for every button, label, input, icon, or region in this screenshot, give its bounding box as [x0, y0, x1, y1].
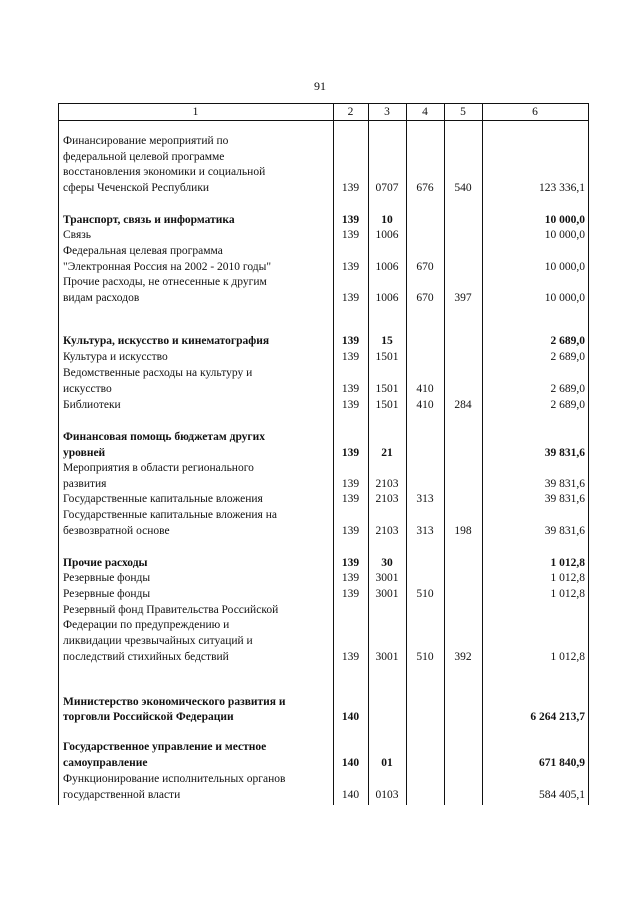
cell-code-3: 1501: [375, 383, 399, 395]
cell-code-4: 510: [416, 588, 434, 600]
table-row: [0, 788, 640, 802]
cell-amount: 1 012,8: [550, 557, 585, 569]
cell-code-2: 139: [341, 229, 360, 241]
page-number: 91: [314, 79, 326, 93]
cell-name: "Электронная Россия на 2002 - 2010 годы": [63, 261, 272, 273]
cell-code-2: 139: [341, 292, 360, 304]
cell-code-3: 1006: [375, 229, 399, 241]
cell-name: Государственные капитальные вложения на: [63, 509, 277, 521]
table-row: [0, 556, 640, 570]
table-row: [0, 134, 640, 148]
table-row: [0, 244, 640, 258]
cell-code-2: 139: [341, 383, 360, 395]
cell-name: Функционирование исполнительных органов: [63, 773, 286, 785]
cell-amount: 2 689,0: [550, 399, 585, 411]
cell-name: сферы Чеченской Республики: [63, 182, 210, 194]
cell-name: Библиотеки: [63, 399, 121, 411]
cell-amount: 39 831,6: [544, 447, 585, 459]
cell-code-3: 30: [381, 557, 393, 569]
cell-name: безвозвратной основе: [63, 525, 170, 537]
table-row: [0, 772, 640, 786]
cell-amount: 2 689,0: [550, 383, 585, 395]
cell-amount: 2 689,0: [550, 335, 585, 347]
column-header: 1: [192, 106, 199, 118]
table-row: [0, 710, 640, 724]
cell-code-2: 139: [341, 478, 360, 490]
cell-code-3: 1006: [375, 261, 399, 273]
cell-code-2: 139: [341, 399, 360, 411]
cell-code-4: 410: [416, 383, 434, 395]
cell-name: Резервный фонд Правительства Российской: [63, 604, 279, 616]
table-row: [0, 492, 640, 506]
cell-name: Федерации по предупреждению и: [63, 619, 230, 631]
cell-code-4: 670: [416, 292, 434, 304]
cell-name: Прочие расходы: [63, 557, 148, 569]
cell-code-5: 397: [454, 292, 472, 304]
table-row: [0, 477, 640, 491]
cell-code-3: 10: [381, 214, 393, 226]
cell-code-3: 3001: [375, 572, 399, 584]
cell-name: Финансирование мероприятий по: [63, 135, 229, 147]
table-row: [0, 756, 640, 770]
table-row: [0, 571, 640, 585]
cell-amount: 39 831,6: [544, 493, 585, 505]
cell-code-3: 2103: [375, 525, 399, 537]
table-row: [0, 650, 640, 664]
cell-amount: 39 831,6: [544, 525, 585, 537]
cell-code-3: 1501: [375, 351, 399, 363]
cell-name: Связь: [63, 229, 92, 241]
table-row: [0, 291, 640, 305]
cell-name: Министерство экономического развития и: [63, 696, 286, 708]
table-row: [0, 508, 640, 522]
cell-code-5: 392: [454, 651, 472, 663]
table-row: [0, 366, 640, 380]
cell-name: торговли Российской Федерации: [63, 711, 234, 723]
cell-name: Резервные фонды: [63, 588, 151, 600]
cell-name: государственной власти: [63, 789, 181, 801]
cell-code-3: 0707: [375, 182, 399, 194]
cell-amount: 584 405,1: [539, 789, 585, 801]
cell-code-2: 139: [341, 493, 360, 505]
cell-name: ликвидации чрезвычайных ситуаций и: [63, 635, 253, 647]
cell-code-2: 139: [341, 525, 360, 537]
cell-amount: 2 689,0: [550, 351, 585, 363]
cell-code-5: 540: [454, 182, 472, 194]
cell-amount: 10 000,0: [544, 292, 585, 304]
cell-code-3: 2103: [375, 478, 399, 490]
cell-code-3: 3001: [375, 588, 399, 600]
column-header: 5: [460, 106, 466, 118]
cell-code-4: 313: [416, 493, 434, 505]
table-row: [0, 260, 640, 274]
table-row: [0, 150, 640, 164]
cell-code-4: 410: [416, 399, 434, 411]
table-row: [0, 228, 640, 242]
table-row: [0, 350, 640, 364]
cell-amount: 671 840,9: [539, 757, 585, 769]
cell-code-2: 139: [341, 182, 360, 194]
cell-amount: 1 012,8: [550, 651, 585, 663]
cell-amount: 1 012,8: [550, 588, 585, 600]
cell-amount: 10 000,0: [544, 229, 585, 241]
table-row: [0, 524, 640, 538]
cell-code-3: 01: [381, 757, 393, 769]
table-row: [0, 275, 640, 289]
cell-name: Культура, искусство и кинематография: [63, 335, 270, 347]
cell-name: Ведомственные расходы на культуру и: [63, 367, 253, 379]
table-row: [0, 587, 640, 601]
cell-code-2: 140: [341, 711, 360, 723]
column-header: 6: [532, 106, 538, 118]
table-row: [0, 181, 640, 195]
table-row: [0, 334, 640, 348]
table-row: [0, 165, 640, 179]
table-row: [0, 634, 640, 648]
cell-code-2: 139: [341, 335, 360, 347]
cell-code-5: 284: [454, 399, 472, 411]
cell-code-3: 15: [381, 335, 393, 347]
cell-code-2: 139: [341, 588, 360, 600]
cell-amount: 10 000,0: [544, 261, 585, 273]
table-row: [0, 446, 640, 460]
cell-name: восстановления экономики и социальной: [63, 166, 266, 178]
cell-code-3: 0103: [375, 789, 399, 801]
table-row: [0, 618, 640, 632]
cell-name: Транспорт, связь и информатика: [63, 214, 235, 226]
cell-name: Прочие расходы, не отнесенные к другим: [63, 276, 267, 288]
table-row: [0, 430, 640, 444]
cell-name: видам расходов: [63, 292, 140, 304]
cell-amount: 123 336,1: [539, 182, 585, 194]
column-header: 4: [422, 106, 428, 118]
cell-amount: 10 000,0: [544, 214, 585, 226]
table-row: [0, 695, 640, 709]
cell-code-2: 139: [341, 261, 360, 273]
cell-code-4: 676: [416, 182, 434, 194]
cell-name: Федеральная целевая программа: [63, 245, 223, 257]
cell-name: уровней: [63, 447, 106, 459]
table-row: [0, 398, 640, 412]
cell-code-2: 140: [341, 789, 360, 801]
cell-code-2: 139: [341, 447, 360, 459]
cell-code-4: 510: [416, 651, 434, 663]
table-row: [0, 382, 640, 396]
cell-code-3: 3001: [375, 651, 399, 663]
cell-name: последствий стихийных бедствий: [63, 651, 229, 663]
cell-name: искусство: [63, 383, 112, 395]
table-top-border: [58, 103, 588, 104]
cell-code-3: 1501: [375, 399, 399, 411]
cell-code-3: 2103: [375, 493, 399, 505]
cell-name: федеральной целевой программе: [63, 151, 225, 163]
cell-code-2: 139: [341, 572, 360, 584]
table-row: [0, 603, 640, 617]
cell-code-2: 139: [341, 351, 360, 363]
cell-code-4: 313: [416, 525, 434, 537]
cell-code-3: 21: [381, 447, 393, 459]
cell-amount: 1 012,8: [550, 572, 585, 584]
cell-code-2: 139: [341, 214, 360, 226]
cell-name: Мероприятия в области регионального: [63, 462, 254, 474]
cell-name: Государственные капитальные вложения: [63, 493, 263, 505]
cell-name: развития: [63, 478, 107, 490]
table-row: [0, 740, 640, 754]
table-row: [0, 213, 640, 227]
cell-code-2: 139: [341, 651, 360, 663]
header-bottom-border: [58, 120, 588, 121]
cell-name: Финансовая помощь бюджетам других: [63, 431, 266, 443]
column-header: 3: [384, 106, 390, 118]
cell-amount: 6 264 213,7: [530, 711, 585, 723]
cell-code-4: 670: [416, 261, 434, 273]
cell-code-2: 139: [341, 557, 360, 569]
table-row: [0, 461, 640, 475]
cell-code-2: 140: [341, 757, 360, 769]
cell-name: самоуправление: [63, 757, 148, 769]
cell-name: Резервные фонды: [63, 572, 151, 584]
cell-name: Государственное управление и местное: [63, 741, 267, 753]
cell-name: Культура и искусство: [63, 351, 168, 363]
cell-code-5: 198: [454, 525, 472, 537]
cell-amount: 39 831,6: [544, 478, 585, 490]
cell-code-3: 1006: [375, 292, 399, 304]
column-header: 2: [347, 106, 354, 118]
